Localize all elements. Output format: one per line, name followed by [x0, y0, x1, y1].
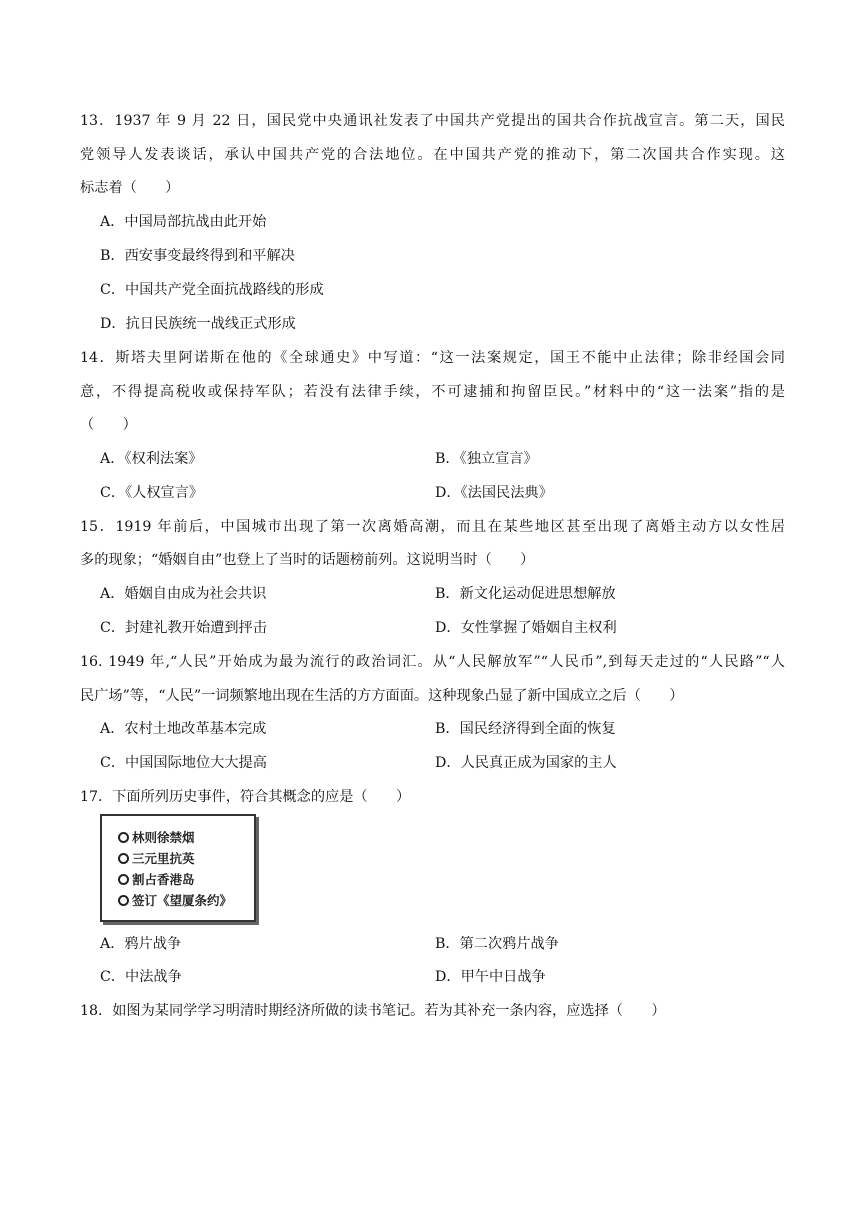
circle-bullet-icon	[118, 895, 129, 906]
question-14-option-d[interactable]: D．《法国民法典》	[435, 485, 553, 501]
question-14-option-c[interactable]: C．《人权宣言》	[100, 485, 204, 501]
note-item-4-text: 签订《望厦条约》	[132, 893, 233, 908]
question-16-option-a[interactable]: A．农村土地改革基本完成	[100, 721, 267, 737]
question-14-option-a[interactable]: A．《权利法案》	[100, 451, 203, 467]
question-17-option-b[interactable]: B．第二次鸦片战争	[435, 936, 559, 952]
question-17-note-card	[100, 814, 256, 922]
question-15-option-c[interactable]: C．封建礼教开始遭到抨击	[100, 620, 267, 636]
note-item-3	[118, 872, 195, 888]
note-item-3-text: 割占香港岛	[132, 872, 195, 887]
question-16-option-b[interactable]: B．国民经济得到全面的恢复	[435, 721, 616, 737]
question-13-option-b[interactable]: B．西安事变最终得到和平解决	[100, 248, 295, 264]
question-13-option-c[interactable]: C．中国共产党全面抗战路线的形成	[100, 282, 324, 298]
question-15-option-a[interactable]: A．婚姻自由成为社会共识	[100, 586, 267, 602]
note-item-1	[118, 830, 195, 846]
question-15-stem-line-2: 多的现象；“婚姻自由”也登上了当时的话题榜前列。这说明当时（ ）	[80, 552, 535, 568]
note-item-2	[118, 851, 195, 867]
question-13-option-d[interactable]: D．抗日民族统一战线正式形成	[100, 316, 296, 332]
question-17-option-a[interactable]: A．鸦片战争	[100, 936, 182, 952]
circle-bullet-icon	[118, 874, 129, 885]
question-17-option-d[interactable]: D．甲午中日战争	[435, 969, 546, 985]
question-18-stem: 18．如图为某同学学习明清时期经济所做的读书笔记。若为其补充一条内容，应选择（ ）	[80, 1003, 666, 1019]
note-item-1-text: 林则徐禁烟	[132, 830, 195, 845]
question-14-stem-line-3: （ ）	[80, 417, 137, 433]
question-17-stem: 17．下面所列历史事件，符合其概念的应是（ ）	[80, 789, 411, 805]
question-14-stem-line-1: 14．斯塔夫里阿诺斯在他的《全球通史》中写道：“这一法案规定，国王不能中止法律；除非经国会同	[80, 350, 785, 366]
question-16-stem-line-2: 民广场”等，“人民”一词频繁地出现在生活的方方面面。这种现象凸显了新中国成立之后（ ）	[80, 688, 684, 704]
question-13-stem-line-3: 标志着（ ）	[80, 180, 180, 196]
question-15-option-d[interactable]: D．女性掌握了婚姻自主权利	[435, 620, 617, 636]
question-14-stem-line-2: 意，不得提高税收或保持军队；若没有法律手续，不可逮捕和拘留臣民。”材料中的“这一法案”指的是	[80, 384, 785, 400]
question-15-option-b[interactable]: B．新文化运动促进思想解放	[435, 586, 616, 602]
question-13-stem-line-1: 13．1937 年 9 月 22 日，国民党中央通讯社发表了中国共产党提出的国共合作抗战宣言。第二天，国民	[80, 113, 785, 129]
circle-bullet-icon	[118, 853, 129, 864]
question-16-stem-line-1: 16. 1949 年,“人民”开始成为最为流行的政治词汇。从“人民解放军”“人民币”,到每天走过的“人民路”“人	[80, 654, 785, 670]
question-14-option-b[interactable]: B．《独立宣言》	[435, 451, 538, 467]
question-17-option-c[interactable]: C．中法战争	[100, 969, 182, 985]
question-16-option-d[interactable]: D．人民真正成为国家的主人	[435, 755, 617, 771]
note-item-2-text: 三元里抗英	[132, 851, 195, 866]
question-16-option-c[interactable]: C．中国国际地位大大提高	[100, 755, 267, 771]
question-13-option-a[interactable]: A．中国局部抗战由此开始	[100, 214, 267, 230]
circle-bullet-icon	[118, 832, 129, 843]
note-item-4	[118, 893, 232, 909]
question-15-stem-line-1: 15．1919 年前后，中国城市出现了第一次离婚高潮，而且在某些地区甚至出现了离婚主动方以女性居	[80, 519, 785, 535]
question-13-stem-line-2: 党领导人发表谈话，承认中国共产党的合法地位。在中国共产党的推动下，第二次国共合作实现。这	[80, 147, 785, 163]
